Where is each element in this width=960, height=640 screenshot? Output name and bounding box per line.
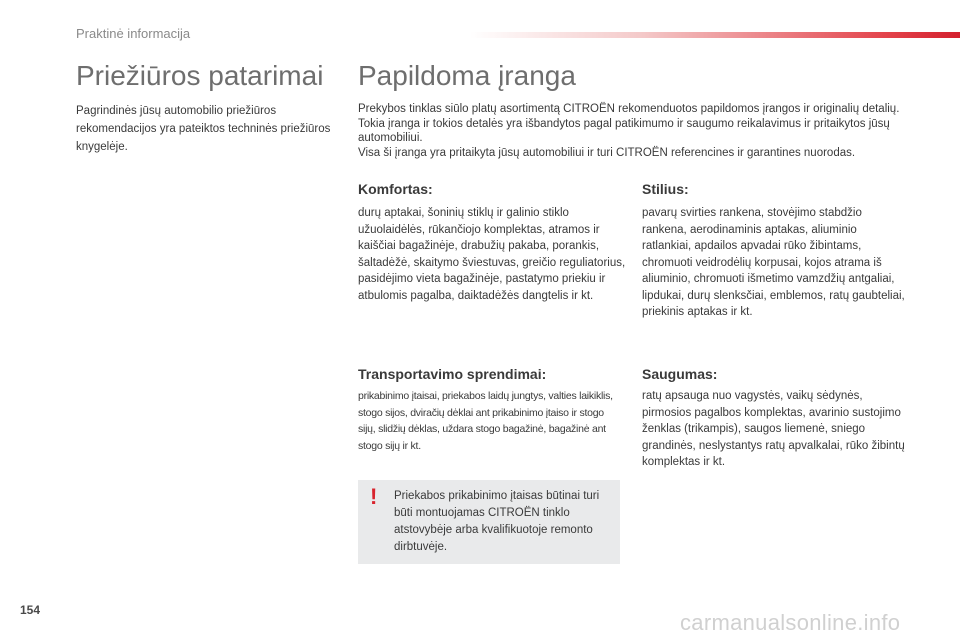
intro-paragraph: Prekybos tinklas siūlo platų asortimentą CITROËN rekomenduotos papildomos įrangos ir originalių detalių.	[358, 103, 900, 115]
maintenance-text: Pagrindinės jūsų automobilio priežiūros rekomendacijos yra pateiktos techninės priežiūros knygelėje.	[76, 105, 331, 153]
maintenance-title: Priežiūros patarimai	[76, 60, 324, 91]
exclamation-icon: !	[370, 484, 378, 509]
accessories-title: Papildoma įranga	[358, 60, 576, 91]
warning-text: Priekabos prikabinimo įtaisas būtinai turi būti montuojamas CITROËN tinklo atstovybėje arba kvalifikuotoje remonto dirbtuvėje.	[394, 490, 600, 553]
comfort-heading: Komfortas:	[358, 181, 433, 197]
warning-box	[358, 480, 620, 564]
transport-heading: Transportavimo sprendimai:	[358, 366, 547, 382]
intro-paragraph: Visa ši įranga yra pritaikyta jūsų automobiliui ir turi CITROËN referencines ir garantines nuorodas.	[358, 146, 856, 159]
intro-paragraph: Tokia įranga ir tokios detalės yra išbandytos pagal patikimumo ir saugumo reikalavimus ir pritaikytos jūsų automobiliui.	[358, 117, 890, 144]
safety-heading: Saugumas:	[642, 366, 718, 382]
accessories-intro	[358, 102, 918, 160]
transport-text: prikabinimo įtaisai, priekabos laidų jungtys, valties laikiklis, stogo sijos, dviračių dėklai ant prikabinimo įtaiso ir stogo sijų, slidžių dėklas, uždara stogo bagažinė, bagažinė ant stogo sijų ir kt.	[358, 390, 613, 452]
style-heading: Stilius:	[642, 181, 689, 197]
style-text: pavarų svirties rankena, stovėjimo stabdžio rankena, aerodinaminis aptakas, aliuminio ratlankiai, apdailos apvadai rūko žibintams, chromuoti veidrodėlių korpusai, kojos atrama iš aliuminio, chromuoti išmetimo vamzdžių antgaliai, lipdukai, durų slenksčiai, emblemos, ratų gaubteliai, priekinis aptakas ir kt.	[642, 207, 905, 318]
header-section-label: Praktinė informacija	[76, 26, 191, 41]
comfort-text: durų aptakai, šoninių stiklų ir galinio stiklo užuolaidėlės, rūkančiojo komplektas, atramos ir kaiščiai bagažinėje, drabužių pakaba, porankis, šaltadėžė, skaitymo šviestuvas, greičio reguliatorius, pasidėjimo vieta bagažinėje, pastatymo priekiu ir atbulomis pagalba, daiktadėžės dangtelis ir kt.	[358, 207, 626, 302]
page-number: 154	[20, 603, 41, 617]
header-accent-bar	[470, 32, 960, 38]
safety-text: ratų apsauga nuo vagystės, vaikų sėdynės, pirmosios pagalbos komplektas, avarinio sustojimo ženklas (trikampis), saugos liemenė, sniego grandinės, neslystantys ratų apvalkalai, rūko žibintų komplektas ir kt.	[642, 390, 905, 468]
watermark: carmanualsonline.info	[680, 610, 901, 635]
